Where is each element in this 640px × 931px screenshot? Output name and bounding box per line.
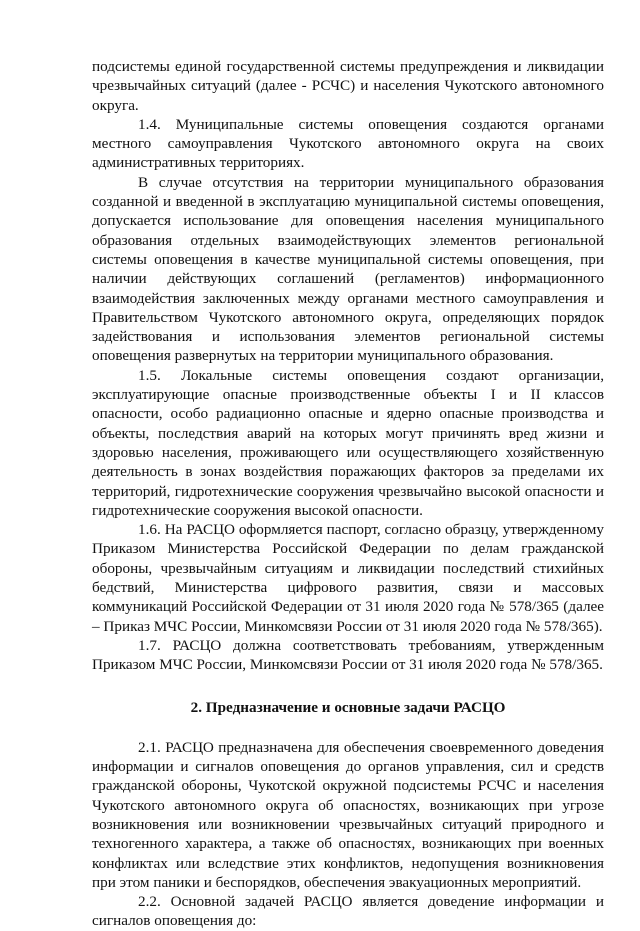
paragraph-2-1: 2.1. РАСЦО предназначена для обеспечения своевременного доведения информации и сигналов оповещения до органов управления, сил и средств гражданской обороны, Чукотской окружной подсистемы РСЧС и населения Чукотского автономного округа об опасностях, возникающих при угрозе возникновения или возникновении чрезвычайных ситуаций природного и техногенного характера, а также об опасностях, возникающих при военных конфликтах или вследствие этих конфликтов, недопущения возникновения при этом паники и беспорядков, обеспечения эвакуационных мероприятий. (92, 738, 604, 891)
paragraph-1-5: 1.5. Локальные системы оповещения создают организации, эксплуатирующие опасные производственные объекты I и II классов опасности, особо радиационно опасные и ядерно опасные производства и объекты, последствия аварий на которых могут причинять вред жизни и здоровью населения, проживающего или осуществляющего хозяйственную деятельность в зонах воздействия поражающих факторов за пределами их территорий, гидротехнические сооружения чрезвычайно высокой опасности и гидротехнические сооружения высокой опасности. (92, 366, 604, 519)
paragraph-municipal-absence: В случае отсутствия на территории муниципального образования созданной и введенной в эксплуатацию муниципальной системы оповещения, допускается использование для оповещения населения муниципального образования отдельных взаимодействующих элементов региональной системы оповещения в качестве муниципальной системы оповещения, при наличии действующих соглашений (регламентов) информационного взаимодействия заключенных между органами местного самоуправления и Правительством Чукотского автономного округа, определяющих порядок задействования и использования элементов региональной системы оповещения развернутых на территории муниципального образования. (92, 173, 604, 365)
section-heading: 2. Предназначение и основные задачи РАСЦО (190, 698, 506, 716)
paragraph-2-2: 2.2. Основной задачей РАСЦО является доведение информации и сигналов оповещения до: (92, 893, 604, 930)
paragraph-1-6: 1.6. На РАСЦО оформляется паспорт, согласно образцу, утвержденному Приказом Министерства Российской Федерации по делам гражданской обороны, чрезвычайным ситуациям и ликвидации последствий стихийных бедствий, Министерства цифрового развития, связи и массовых коммуникаций Российской Федерации от 31 июля 2020 года № 578/365 (далее – Приказ МЧС России, Минкомсвязи России от 31 июля 2020 года № 578/365). (92, 521, 604, 635)
paragraph-1-7: 1.7. РАСЦО должна соответствовать требованиям, утвержденным Приказом МЧС России, Минкомсвязи России от 31 июля 2020 года № 578/365. (92, 636, 604, 674)
paragraph-continuation: подсистемы единой государственной системы предупреждения и ликвидации чрезвычайных ситуаций (далее - РСЧС) и населения Чукотского автономного округа. (92, 58, 604, 114)
paragraph-1-4: 1.4. Муниципальные системы оповещения создаются органами местного самоуправления Чукотского автономного округа на своих административных территориях. (92, 115, 604, 172)
